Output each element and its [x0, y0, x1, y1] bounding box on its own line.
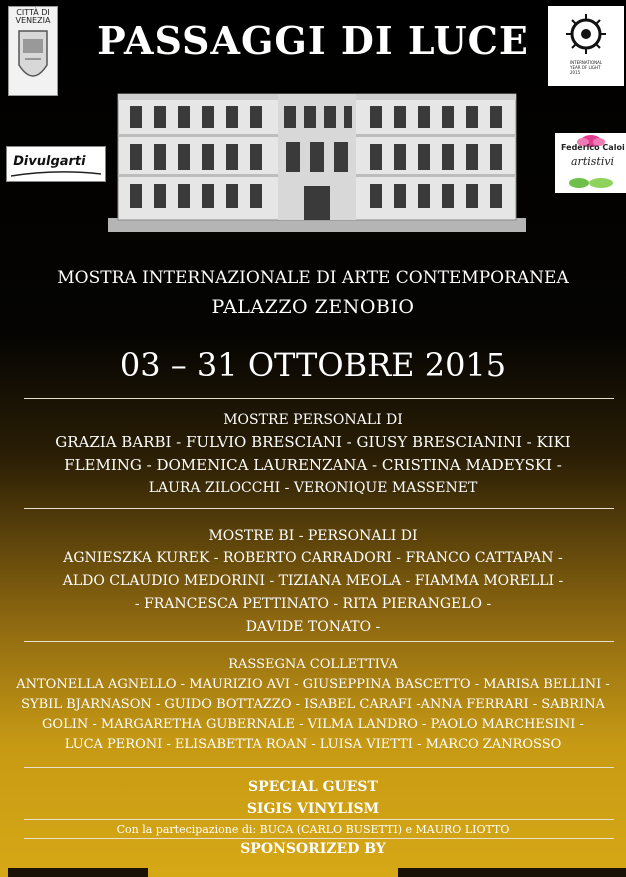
- section-heading: MOSTRE PERSONALI DI: [223, 412, 403, 428]
- artist-line: LUCA PERONI - ELISABETTA ROAN - LUISA VIETTI - MARCO ZANROSSO: [64, 737, 562, 752]
- special-guest-label: SPECIAL GUEST: [248, 779, 378, 795]
- citta-di-venezia-logo-text: CITTÀ DI VENEZIA: [15, 8, 51, 25]
- federico-caloi-name: Federico Caloi: [561, 143, 625, 152]
- artist-line: SYBIL BJARNASON - GUIDO BOTTAZZO - ISABEL CARAFI -ANNA FERRARI - SABRINA: [21, 697, 605, 712]
- artist-line: AGNIESZKA KUREK - ROBERTO CARRADORI - FRANCO CATTAPAN -: [63, 550, 563, 566]
- divider: [24, 508, 614, 509]
- exhibition-dates: 03 – 31 OTTOBRE 2015: [119, 346, 507, 384]
- artist-line: FLEMING - DOMENICA LAURENZANA - CRISTINA MADEYSKI -: [64, 456, 562, 474]
- green-leaves-icon: [565, 175, 617, 189]
- divulgarti-swoosh-icon: [11, 171, 101, 177]
- poster-title: PASSAGGI DI LUCE: [97, 18, 529, 63]
- palazzo-zenobio-illustration: [108, 90, 526, 232]
- artist-line: DAVIDE TONATO -: [245, 619, 381, 635]
- section-heading: MOSTRE BI - PERSONALI DI: [208, 528, 418, 544]
- divider: [24, 838, 614, 839]
- citta-di-venezia-logo: [8, 6, 58, 96]
- section-personal-shows: [0, 409, 626, 500]
- artist-line: GRAZIA BARBI - FULVIO BRESCIANI - GIUSY BRESCIANINI - KIKI: [55, 433, 571, 451]
- federico-caloi-logo: [555, 133, 626, 193]
- divulgarti-logo: [6, 146, 106, 182]
- sponsor-logo: [8, 868, 148, 877]
- divider: [24, 398, 614, 399]
- artist-line: - FRANCESCA PETTINATO - RITA PIERANGELO -: [134, 596, 492, 612]
- divider: [24, 641, 614, 642]
- divulgarti-logo-text: Divulgarti: [11, 154, 87, 169]
- special-guest-name: SIGIS VINYLISM: [246, 801, 380, 817]
- artist-line: ANTONELLA AGNELLO - MAURIZIO AVI - GIUSEPPINA BASCETTO - MARISA BELLINI -: [16, 677, 610, 692]
- section-heading: RASSEGNA COLLETTIVA: [228, 657, 398, 672]
- divider: [24, 767, 614, 768]
- exhibition-subtitle: MOSTRA INTERNAZIONALE DI ARTE CONTEMPORANEA: [57, 268, 569, 288]
- section-group-show: [0, 655, 626, 755]
- section-dual-shows: [0, 525, 626, 639]
- sponsor-logo: [398, 868, 626, 877]
- participation-note: Con la partecipazione di: BUCA (CARLO BUSETTI) e MAURO LIOTTO: [116, 823, 510, 836]
- sponsored-by-heading: SPONSORIZED BY: [240, 841, 386, 857]
- year-of-light-text: INTERNATIONAL YEAR OF LIGHT 2015: [570, 60, 603, 75]
- artist-line: LAURA ZILOCCHI - VERONIQUE MASSENET: [148, 480, 478, 496]
- divider: [24, 819, 614, 820]
- venue-name: PALAZZO ZENOBIO: [211, 296, 415, 318]
- artistivi-text: artistivi: [571, 155, 615, 168]
- artist-line: ALDO CLAUDIO MEDORINI - TIZIANA MEOLA - FIAMMA MORELLI -: [62, 573, 564, 589]
- coat-of-arms-icon: [9, 25, 57, 95]
- special-guest-block: [0, 776, 626, 820]
- artist-line: GOLIN - MARGARETHA GUBERNALE - VILMA LANDRO - PAOLO MARCHESINI -: [42, 717, 584, 732]
